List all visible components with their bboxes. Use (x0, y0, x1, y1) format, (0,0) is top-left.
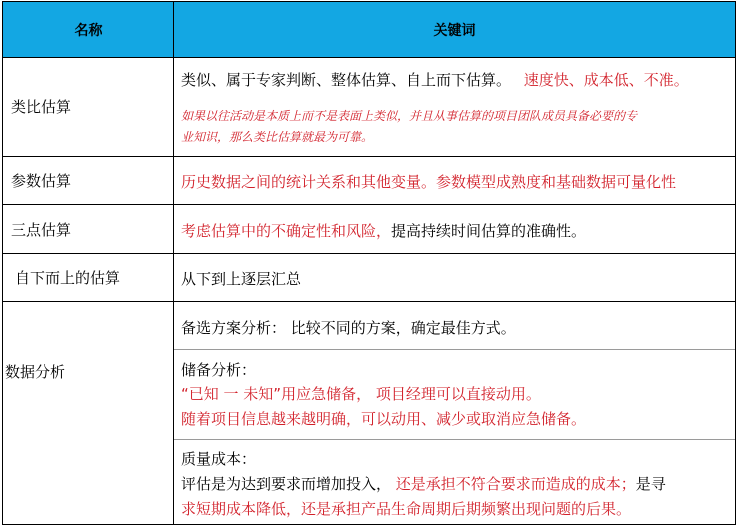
header-name: 名称 (74, 22, 103, 39)
row-name-three-point: 三点估算 (11, 220, 72, 239)
reserve-analysis-title: 储备分析： (181, 361, 257, 379)
alternatives-analysis: 备选方案分析： 比较不同的方案，确定最佳方式。 (181, 319, 516, 337)
quality-cost-line2: 求短期成本降低，还是承担产品生命周期后期频繁出现问题的后果。 (181, 500, 632, 518)
analogy-note-line1: 如果以往活动是本质上而不是表面上类似，并且从事估算的项目团队成员具备必要的专 (181, 109, 638, 123)
analogy-keywords-red: 速度快、成本低、不准。 (523, 71, 689, 89)
reserve-analysis-line2: 随着项目信息越来越明确，可以动用、减少或取消应急储备。 (181, 410, 587, 428)
quality-cost-line1 (181, 473, 666, 494)
quality-cost-line1-tail: 是寻 (635, 475, 666, 493)
analogy-keywords (181, 69, 689, 90)
row-name-parametric: 参数估算 (11, 172, 72, 190)
bottom-up-keywords: 从下到上逐层汇总 (181, 270, 302, 288)
sub-row-divider (174, 439, 735, 440)
reserve-analysis-line1: “已知 一 未知”用应急储备， 项目经理可以直接动用。 (181, 385, 541, 403)
analogy-keywords-black: 类似、属于专家判断、整体估算、自上而下估算。 (181, 71, 512, 89)
three-point-keywords-black: 提高持续时间估算的准确性。 (391, 222, 587, 240)
three-point-keywords-red: 考虑估算中的不确定性和风险， (181, 222, 392, 240)
analogy-note-line2: 业知识，那么类比估算就最为可靠。 (181, 130, 374, 144)
header-keyword: 关键词 (433, 22, 476, 39)
row-name-bottom-up: 自下而上的估算 (15, 269, 121, 287)
table-header (3, 2, 735, 57)
three-point-keywords (181, 220, 586, 241)
quality-cost-title: 质量成本： (181, 450, 257, 468)
quality-cost-line1-black: 评估是为达到要求而增加投入， (181, 475, 392, 493)
parametric-keywords: 历史数据之间的统计关系和其他变量。参数模型成熟度和基础数据可量化性 (181, 173, 677, 191)
keyword-table (2, 1, 736, 525)
row-name-data-analysis: 数据分析 (5, 363, 66, 381)
quality-cost-line1-red: 还是承担不符合要求而造成的成本； (391, 475, 636, 493)
row-name-analogy: 类比估算 (11, 98, 72, 116)
sub-row-divider (174, 349, 735, 350)
